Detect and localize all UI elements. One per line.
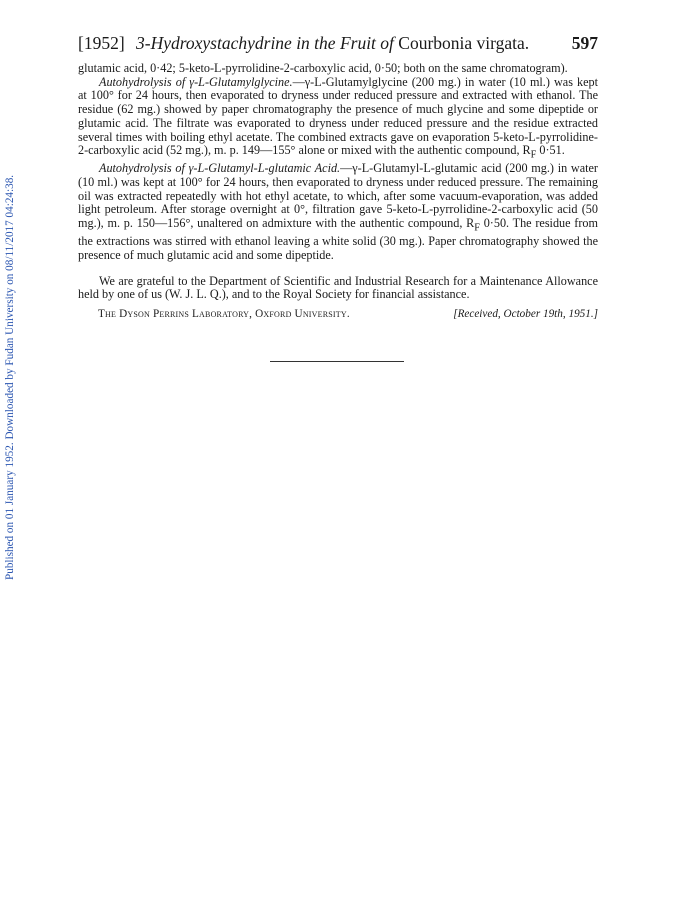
header-year: [1952] [78, 33, 125, 53]
paragraph-glutamylglycine [78, 76, 598, 163]
paragraph-text-end: 0·51. [536, 143, 565, 158]
page-number: 597 [571, 33, 598, 53]
header-title [136, 31, 529, 55]
end-rule [270, 361, 404, 362]
paragraph-text-end: 0·50. The residue from the extractions was stirred with ethanol leaving a white solid (30 mg.). Paper chromatography showed the presence of much glutamic acid and some dipeptide. [78, 216, 598, 263]
received-date: [Received, October 19th, 1951.] [453, 308, 598, 321]
paragraph-glutamylglutamic [78, 162, 598, 262]
paragraph-heading: Autohydrolysis of γ-L-Glutamylglycine. [99, 74, 293, 89]
subscript: F [474, 222, 480, 234]
affiliation-line [78, 308, 598, 323]
paragraph-continuation: glutamic acid, 0·42; 5-keto-L-pyrrolidine-2-carboxylic acid, 0·50; both on the same chromatogram). [78, 61, 568, 75]
header-title-plain: Courbonia virgata. [398, 33, 530, 53]
paragraph-text: —γ-L-Glutamyl-L-glutamic acid (200 mg.) in water (10 ml.) was kept at 100° for 24 hours, then evaporated to dryness under reduced pressure. The remaining oil was extracted repeatedly with hot ethyl acetate, to which, after some vacuum-evaporation, was added light petroleum. After storage overnight at 0°, filtration gave 5-keto-L-pyrrolidine-2-carboxylic acid (50 mg.), m. p. 150—156°, unaltered on admixture with the authentic compound, R [78, 161, 598, 231]
download-watermark-text: Published on 01 January 1952. Downloaded by Fudan University on 08/11/2017 04:24:38. [4, 174, 16, 580]
article-body [78, 62, 598, 323]
subscript: F [530, 149, 537, 161]
paragraph-text: —γ-L-Glutamylglycine (200 mg.) in water (10 ml.) was kept at 100° for 24 hours, then evaporated to dryness under reduced pressure and extracted with ethanol. The residue (62 mg.) showed by paper chromatography the presence of much glycine and some dipeptide or glutamic acid. The filtrate was evaporated to dryness under reduced pressure and the residue extracted several times with boiling ethyl acetate. The combined extracts gave on evaporation 5-keto-L-pyrrolidine-2-carboxylic acid (52 mg.), m. p. 149—155° alone or mixed with the authentic compound, R [78, 74, 599, 158]
acknowledgement: We are grateful to the Department of Scientific and Industrial Research for a Maintenance Allowance held by one of us (W. J. L. Q.), and to the Royal Society for financial assistance. [78, 273, 598, 302]
header-title-italic: 3-Hydroxystachydrine in the Fruit of [136, 33, 399, 53]
laboratory-affiliation: The Dyson Perrins Laboratory, Oxford University. [98, 308, 350, 321]
paragraph-heading: Autohydrolysis of γ-L-Glutamyl-L-glutamic Acid. [99, 161, 341, 176]
page-header [78, 31, 598, 55]
download-watermark [1, 165, 19, 580]
